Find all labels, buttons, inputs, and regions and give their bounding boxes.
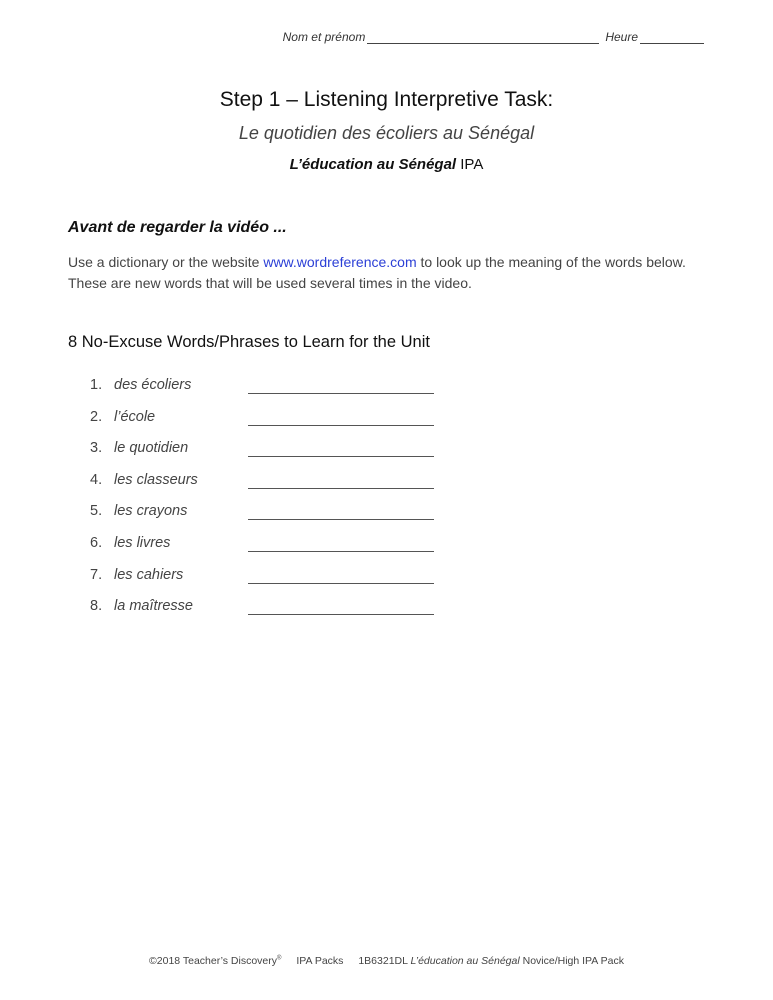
vocab-number: 2.: [90, 408, 103, 425]
footer-product-suffix: Novice/High IPA Pack: [519, 955, 624, 967]
instructions-paragraph: [68, 252, 708, 294]
list-item: [0, 533, 773, 565]
time-field[interactable]: [640, 30, 704, 44]
vocab-word: les livres: [114, 534, 171, 551]
answer-blank[interactable]: [248, 551, 434, 552]
footer-packs: IPA Packs: [296, 955, 344, 967]
footer-copyright-text: ©2018 Teacher’s Discovery: [149, 955, 277, 967]
vocab-number: 1.: [90, 377, 103, 393]
answer-blank[interactable]: [248, 393, 434, 394]
vocab-word: des écoliers: [114, 377, 192, 393]
vocab-word: l’école: [114, 408, 156, 425]
ipa-title: [0, 156, 773, 173]
list-item: [0, 438, 773, 470]
vocab-list: [0, 375, 773, 628]
wordreference-link[interactable]: www.wordreference.com: [263, 254, 417, 270]
registered-mark: ®: [277, 955, 282, 962]
footer-copyright: [149, 955, 281, 967]
name-label: Nom et prénom: [282, 30, 366, 44]
vocab-number: 7.: [90, 566, 103, 583]
answer-blank[interactable]: [248, 519, 434, 520]
list-item: [0, 470, 773, 502]
answer-blank[interactable]: [248, 614, 434, 615]
list-item: [0, 596, 773, 628]
vocab-number: 4.: [90, 471, 103, 488]
vocab-word: les crayons: [114, 503, 188, 520]
vocab-number: 8.: [90, 598, 103, 615]
vocab-number: 5.: [90, 503, 103, 520]
name-time-header: [283, 30, 704, 44]
vocab-word: le quotidien: [114, 440, 189, 457]
page-subtitle: Le quotidien des écoliers au Sénégal: [238, 123, 535, 143]
section-heading: Avant de regarder la vidéo ...: [68, 219, 287, 236]
answer-blank[interactable]: [248, 583, 434, 584]
footer-product: [358, 955, 624, 967]
vocab-number: 3.: [90, 440, 103, 457]
vocab-word: la maîtresse: [114, 598, 193, 615]
list-item: [0, 565, 773, 597]
footer-product-italic: L’éducation au Sénégal: [410, 955, 520, 967]
page-footer: [0, 955, 773, 967]
answer-blank[interactable]: [248, 425, 434, 426]
time-label: Heure: [605, 30, 638, 44]
ipa-title-suffix: IPA: [456, 156, 484, 173]
footer-code: 1B6321DL: [358, 955, 408, 967]
list-item: [0, 407, 773, 439]
instructions-text-before: Use a dictionary or the website: [68, 254, 264, 270]
vocab-word: les cahiers: [114, 566, 184, 583]
name-field[interactable]: [367, 30, 599, 44]
instructions-text-after: to look up the meaning of the words below. These are new words that will be used several times in the video.: [68, 254, 686, 291]
answer-blank[interactable]: [248, 456, 434, 457]
ipa-title-italic: L’éducation au Sénégal: [289, 156, 457, 173]
vocab-word: les classeurs: [114, 471, 198, 488]
answer-blank[interactable]: [248, 488, 434, 489]
list-item: [0, 375, 773, 407]
vocab-number: 6.: [90, 534, 103, 551]
page-title: Step 1 – Listening Interpretive Task:: [219, 88, 554, 111]
list-item: [0, 501, 773, 533]
unit-heading: 8 No-Excuse Words/Phrases to Learn for the Unit: [68, 333, 430, 351]
